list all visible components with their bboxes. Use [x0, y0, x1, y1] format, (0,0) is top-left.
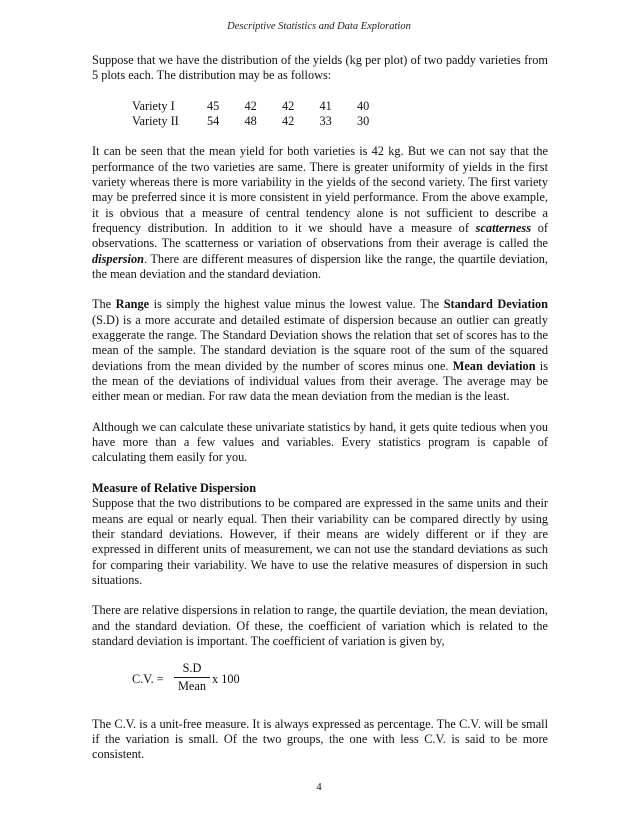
fraction-bar — [174, 677, 210, 678]
formula-numerator: S.D — [182, 661, 202, 676]
row-label: Variety II — [132, 113, 179, 128]
text-run: . There are different measures of dispersion like the range, the quartile deviation, the mean deviation and the standard deviation. — [92, 251, 548, 281]
intro-paragraph: Suppose that we have the distribution of the yields (kg per plot) of two paddy varieties from 5 plots each. The distribution may be as follows: — [92, 53, 548, 83]
running-header: Descriptive Statistics and Data Exploration — [227, 21, 411, 32]
term-standard-deviation: Standard Deviation — [443, 297, 548, 312]
text-run: (S.D) is a more accurate and detailed estimate of dispersion because an outlier can greatly exaggerate the range. The Standard Deviation shows the relation that set of scores has to the mean of the sample. The standard deviation is the square root of the sum of the squared deviations from the mean divided by the number of scores minus one. — [92, 312, 548, 373]
table-cell: 42 — [282, 113, 295, 128]
table-cell: 42 — [282, 98, 295, 113]
text-run: is the mean of the deviations of individual values from their average. The average may be either mean or median. For raw data the mean deviation from the median is the least. — [92, 358, 548, 404]
term-dispersion: dispersion — [92, 251, 144, 266]
page-number: 4 — [316, 782, 322, 793]
table-cell: 41 — [319, 98, 332, 113]
table-row — [132, 114, 395, 129]
text-run: of observations. The scatterness or variation of observations from their average is called the — [92, 220, 548, 251]
formula-rhs: x 100 — [212, 672, 240, 687]
formula-denominator: Mean — [178, 679, 206, 694]
table-cell: 42 — [244, 98, 257, 113]
table-cell: 33 — [319, 113, 332, 128]
text-run: The — [92, 297, 116, 312]
table-cell: 40 — [357, 98, 370, 113]
range-sd-paragraph — [92, 297, 548, 404]
text-run: It can be seen that the mean yield for both varieties is 42 kg. But we can not say that the performance of the two varieties are same. There is greater uniformity of yields in the first variety whereas there is more variability in the yields of the second variety. The first variety may be preferred since it is more consistent in yield performance. From the above example, it is obvious that a measure of central tendency alone is not sufficient to describe a frequency distribution. In addition to it we should have a measure of — [92, 144, 548, 235]
heading-text: Measure of Relative Dispersion — [92, 481, 257, 496]
section-heading — [92, 481, 548, 496]
formula-fraction — [174, 661, 210, 694]
dispersion-paragraph — [92, 144, 548, 282]
term-mean-deviation: Mean deviation — [452, 358, 536, 373]
table-cell: 54 — [207, 113, 220, 128]
formula-lhs: C.V. = — [132, 672, 164, 687]
table-row — [132, 99, 395, 114]
row-label: Variety I — [132, 98, 175, 113]
relative-dispersion-paragraph: Suppose that the two distributions to be compared are expressed in the same units and their means are equal or nearly equal. Then their variability can be compared directly by using their standard deviations. However, if their means are widely different or if they are expressed in different units of measurement, we can not use the standard deviations as such for comparing their variability. We have to use the relative measures of dispersion in such situations. — [92, 496, 548, 587]
text-run: is simply the highest value minus the lowest value. The — [149, 297, 444, 312]
coefficient-paragraph: There are relative dispersions in relation to range, the quartile deviation, the mean deviation, and the standard deviation. Of these, the coefficient of variation which is related to the standard deviation is important. The coefficient of variation is given by, — [92, 603, 548, 648]
page-body — [92, 53, 548, 762]
table-cell: 48 — [244, 113, 257, 128]
cv-formula — [132, 661, 548, 701]
yield-table — [132, 99, 395, 130]
univariate-paragraph: Although we can calculate these univariate statistics by hand, it gets quite tedious when you have more than a few values and variables. Every statistics program is capable of calculating them easily for you. — [92, 419, 548, 465]
cv-explanation-paragraph: The C.V. is a unit-free measure. It is always expressed as percentage. The C.V. will be small if the variation is small. Of the two groups, the one with less C.V. is said to be more consistent. — [92, 716, 548, 762]
term-range: Range — [115, 297, 150, 312]
table-cell: 30 — [357, 113, 370, 128]
table-cell: 45 — [207, 98, 220, 113]
term-scatterness: scatterness — [475, 220, 532, 235]
